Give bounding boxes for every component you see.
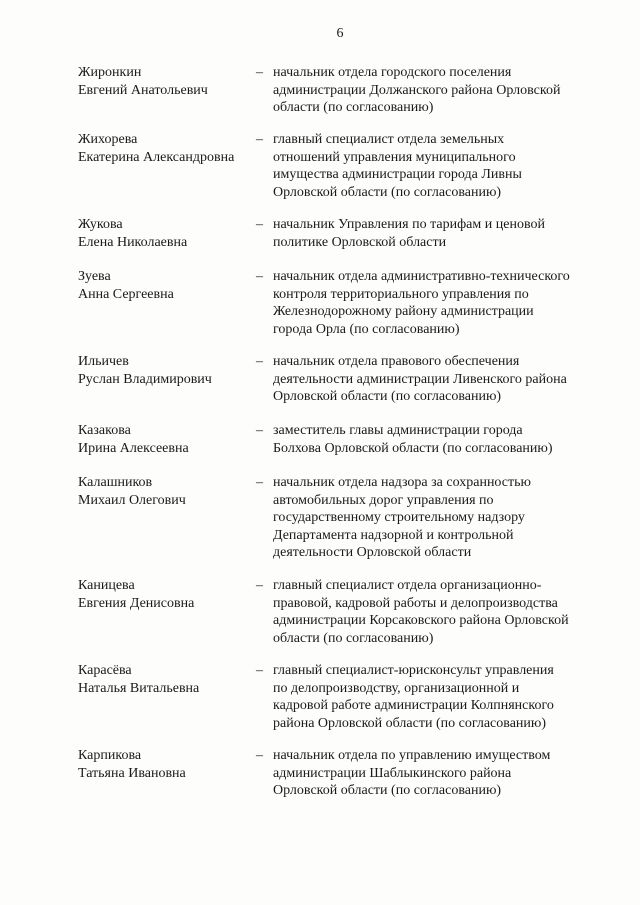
separator-dash: – — [256, 475, 263, 490]
position-description — [273, 268, 603, 338]
position-line: области (по согласованию) — [273, 100, 434, 115]
separator-dash: – — [256, 663, 263, 678]
position-description — [273, 131, 603, 201]
given-names: Елена Николаевна — [78, 234, 188, 250]
position-description — [273, 747, 603, 800]
position-description — [273, 474, 603, 562]
position-line: заместитель главы администрации города — [273, 423, 523, 438]
position-line: контроля территориального управления по — [273, 286, 529, 302]
position-description — [273, 64, 603, 117]
position-description — [273, 216, 603, 251]
surname: Зуева — [78, 269, 111, 284]
surname: Карпикова — [78, 748, 142, 763]
position-line: города Орла (по согласованию) — [273, 321, 460, 337]
separator-dash: – — [256, 269, 263, 284]
person-name — [78, 353, 258, 388]
position-line: Департамента надзорной и контрольной — [273, 527, 514, 543]
position-line: имущества администрации города Ливны — [273, 167, 522, 182]
position-line: начальник Управления по тарифам и ценовой — [273, 217, 545, 232]
separator-dash: – — [256, 748, 263, 763]
position-line: главный специалист отдела организационно- — [273, 578, 542, 593]
separator-dash: – — [256, 578, 263, 593]
position-description — [273, 662, 603, 732]
surname: Калашников — [78, 475, 153, 490]
position-line: начальник отдела городского поселения — [273, 65, 512, 80]
position-line: автомобильных дорог управления по — [273, 492, 494, 508]
position-line: государственному строительному надзору — [273, 510, 525, 525]
page-number: 6 — [336, 26, 344, 41]
person-name — [78, 268, 258, 303]
person-name — [78, 577, 258, 612]
person-name — [78, 747, 258, 782]
position-line: начальник отдела правового обеспечения — [273, 354, 520, 369]
position-line: администрации Должанского района Орловской — [273, 82, 561, 98]
surname: Жиронкин — [78, 65, 142, 80]
person-name — [78, 474, 258, 509]
position-line: Болхова Орловской области (по согласованию) — [273, 440, 553, 456]
position-line: главный специалист отдела земельных — [273, 132, 505, 147]
position-line: администрации Корсаковского района Орловской — [273, 613, 569, 628]
position-line: политике Орловской области — [273, 234, 447, 250]
surname: Жукова — [78, 217, 123, 232]
given-names: Михаил Олегович — [78, 492, 186, 508]
position-line: деятельности администрации Ливенского района — [273, 371, 567, 387]
position-line: Железнодорожному району администрации — [273, 304, 534, 319]
position-line: начальник отдела по управлению имуществом — [273, 748, 551, 763]
person-name — [78, 662, 258, 697]
surname: Жихорева — [78, 132, 138, 147]
person-name — [78, 216, 258, 251]
position-description — [273, 577, 603, 647]
surname: Ильичев — [78, 354, 129, 369]
surname: Каницева — [78, 578, 135, 593]
given-names: Евгения Денисовна — [78, 595, 195, 611]
given-names: Наталья Витальевна — [78, 680, 200, 696]
position-line: по делопроизводству, организационной и — [273, 680, 520, 696]
position-line: кадровой работе администрации Колпнянского — [273, 698, 554, 713]
given-names: Екатерина Александровна — [78, 149, 235, 165]
given-names: Руслан Владимирович — [78, 371, 212, 387]
person-name — [78, 131, 258, 166]
given-names: Ирина Алексеевна — [78, 440, 189, 456]
position-line: Орловской области (по согласованию) — [273, 783, 502, 798]
position-description — [273, 422, 603, 457]
position-line: администрации Шаблыкинского района — [273, 765, 512, 781]
given-names: Татьяна Ивановна — [78, 765, 186, 781]
position-line: отношений управления муниципального — [273, 149, 516, 165]
position-line: главный специалист-юрисконсульт управления — [273, 663, 554, 678]
position-line: Орловской области (по согласованию) — [273, 184, 502, 200]
position-line: области (по согласованию) — [273, 630, 434, 646]
person-name — [78, 64, 258, 99]
separator-dash: – — [256, 65, 263, 80]
position-description — [273, 353, 603, 406]
person-name — [78, 422, 258, 457]
surname: Казакова — [78, 423, 131, 438]
separator-dash: – — [256, 423, 263, 438]
surname: Карасёва — [78, 663, 132, 678]
given-names: Анна Сергеевна — [78, 286, 174, 302]
separator-dash: – — [256, 217, 263, 232]
position-line: начальник отдела административно-технического — [273, 269, 570, 284]
separator-dash: – — [256, 354, 263, 369]
separator-dash: – — [256, 132, 263, 147]
position-line: начальник отдела надзора за сохранностью — [273, 475, 531, 490]
given-names: Евгений Анатольевич — [78, 82, 208, 98]
position-line: деятельности Орловской области — [273, 545, 472, 560]
position-line: района Орловской области (по согласованию) — [273, 715, 547, 731]
position-line: Орловской области (по согласованию) — [273, 389, 502, 404]
position-line: правовой, кадровой работы и делопроизводства — [273, 595, 558, 611]
